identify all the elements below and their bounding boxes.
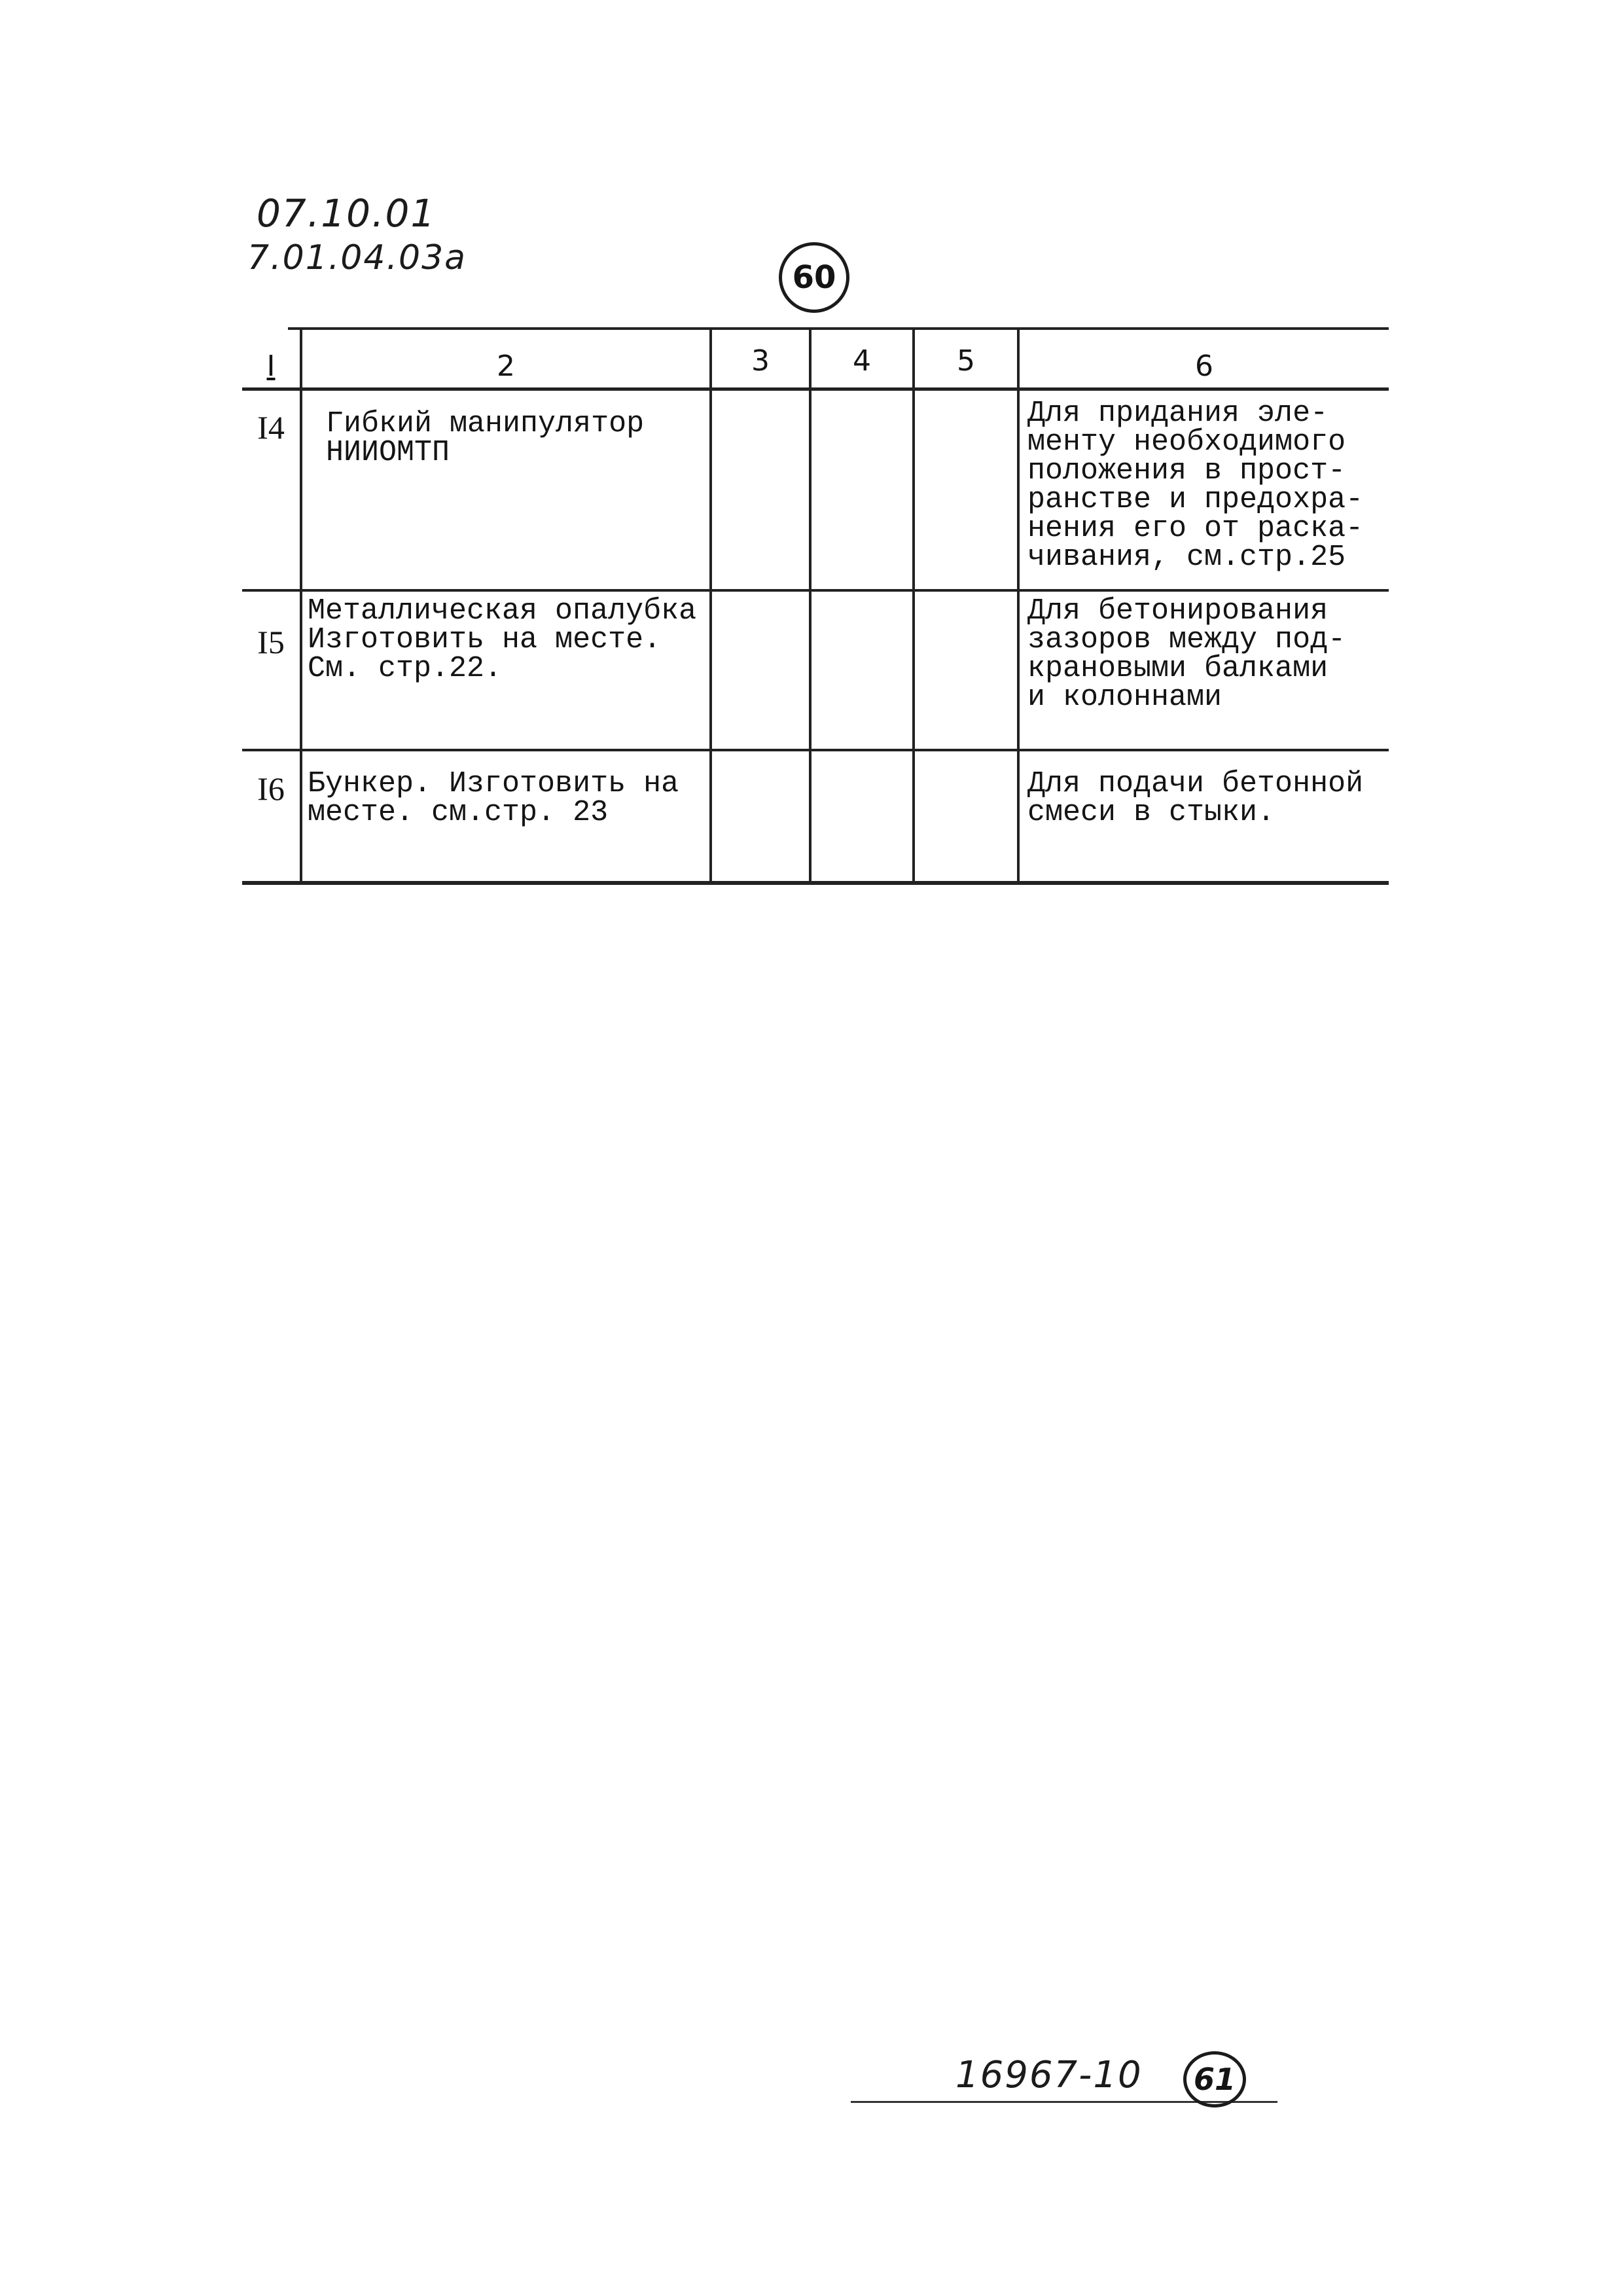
document-code-line-1: 07.10.01 xyxy=(257,191,437,236)
row-divider xyxy=(242,749,1389,751)
page-number-circle xyxy=(779,242,849,313)
item-purpose: Для подачи бетонной смеси в стыки. xyxy=(1027,767,1364,829)
column-header-5: 5 xyxy=(957,344,975,378)
column-divider xyxy=(912,327,915,884)
equipment-table xyxy=(242,327,1389,885)
table-header-rule xyxy=(242,387,1389,391)
footer-doc-number: 16967-10 xyxy=(955,2054,1143,2096)
item-name: Гибкий манипулятор НИИОМТП xyxy=(326,407,645,469)
column-header-4: 4 xyxy=(853,344,871,378)
item-name: Бункер. Изготовить на месте. см.стр. 23 xyxy=(308,767,679,829)
column-header-1: I xyxy=(266,350,276,383)
page-number: 60 xyxy=(792,259,836,296)
column-divider xyxy=(709,327,712,884)
table-top-rule xyxy=(288,327,1389,330)
column-divider xyxy=(300,327,302,884)
table-bottom-rule xyxy=(242,881,1389,885)
item-purpose: Для бетонирования зазоров между под- крановыми балками и колоннами xyxy=(1027,594,1346,714)
row-number: I5 xyxy=(257,624,285,660)
row-divider xyxy=(242,589,1389,592)
column-divider xyxy=(1017,327,1020,884)
document-code-line-2: 7.01.04.03а xyxy=(247,238,467,278)
footer-page-circle xyxy=(1183,2051,1246,2108)
row-number: I6 xyxy=(257,770,285,807)
column-header-2: 2 xyxy=(497,350,515,383)
column-header-6: 6 xyxy=(1195,350,1213,383)
item-purpose: Для придания эле- менту необходимого положения в прост- ранстве и предохра- нения его от раска- чивания, см.стр.25 xyxy=(1027,397,1364,574)
row-number: I4 xyxy=(257,409,285,446)
column-divider xyxy=(809,327,812,884)
item-name: Металлическая опалубка Изготовить на месте. См. стр.22. xyxy=(308,594,697,685)
footer-page-number: 61 xyxy=(1193,2062,1236,2097)
column-header-3: 3 xyxy=(751,344,770,378)
